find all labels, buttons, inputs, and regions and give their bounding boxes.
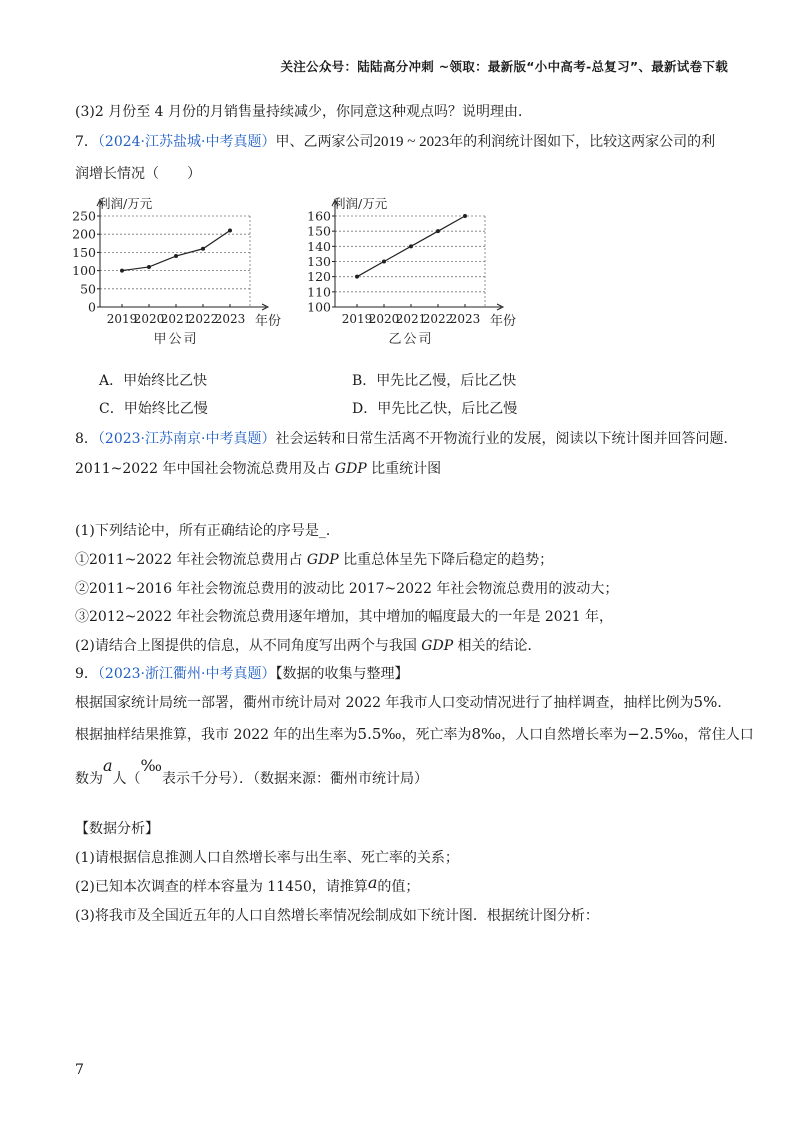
q9-growth-rate: −2.5‰ <box>627 725 684 743</box>
q9-a2-a: (2)已知本次调查的样本容量为 11450，请推算 <box>75 879 368 895</box>
chart-yi <box>305 190 535 354</box>
chart-jia-svg <box>70 190 300 350</box>
chart0-xlabel: 年份 <box>255 314 282 329</box>
chart0-xtick-label: 2019 <box>106 312 138 326</box>
q9-birth-rate: 5.5‰ <box>357 725 402 743</box>
q9-permil-symbol: ‰ <box>140 756 163 775</box>
q9-source[interactable]: （2023·浙江衢州·中考真题） <box>97 666 276 682</box>
q9-l2-b: ，死亡率为 <box>401 727 472 743</box>
q8-c1-b: 比重总体呈先下降后稳定的趋势； <box>338 552 554 568</box>
q9-analysis-1: (1)请根据信息推测人口自然增长率与出生率、死亡率的关系； <box>75 850 459 866</box>
q7-option-a[interactable]: A．甲始终比乙快 <box>99 373 208 389</box>
q7-number: 7． <box>75 134 98 150</box>
chart1-xtick-label: 2021 <box>395 312 427 326</box>
q8-stem <box>75 428 737 448</box>
q7-stem-cont: 润增长情况（ ） <box>75 166 201 182</box>
q8-conclusion-1 <box>75 549 553 569</box>
q8-p2-a: (2)请结合上图提供的信息，从不同角度写出两个与我国 <box>75 638 422 654</box>
chart0-data-point <box>174 254 178 258</box>
q9-line3 <box>75 756 429 788</box>
q9-analysis-3: (3)将我市及全国近五年的人口自然增长率情况绘制成如下统计图．根据统计图分析： <box>75 908 599 924</box>
q9-l1-b: ． <box>717 695 732 711</box>
chart1-xlabel: 年份 <box>490 314 517 329</box>
chart0-xtick-label: 2021 <box>160 312 192 326</box>
chart1-ytick-label: 150 <box>307 223 331 239</box>
q8-p2-gdp: GDP <box>421 638 454 654</box>
chart0-ylabel: 利润/万元 <box>98 196 153 211</box>
chart1-ytick-label: 120 <box>307 269 331 285</box>
q9-a2-b: 的值； <box>377 879 420 895</box>
q8-chart-title-gdp: GDP <box>334 461 367 477</box>
q8-part1: (1)下列结论中，所有正确结论的序号是_． <box>75 523 340 539</box>
q9-l2-d: ，常住人口 <box>683 727 754 743</box>
q9-l3-a: 数为 <box>75 771 103 787</box>
q8-text1: 社会运转和日常生活离不开物流行业的发展，阅读以下统计图并回答问题． <box>275 431 738 447</box>
chart1-ytick-label: 130 <box>307 254 331 269</box>
chart0-title: 甲公司 <box>153 332 199 347</box>
q8-c1-gdp: GDP <box>306 552 339 568</box>
q6-part3: (3)2 月份至 4 月份的月销售量持续减少，你同意这种观点吗？说明理由． <box>75 104 532 120</box>
q8-chart-title-b: 比重统计图 <box>366 461 442 477</box>
q9-l3-c: 表示千分号）．（数据来源：衢州市统计局） <box>162 771 429 787</box>
chart0-data-point <box>201 247 205 251</box>
chart0-ytick-label: 0 <box>88 299 96 315</box>
chart1-data-point <box>409 244 413 248</box>
page-header: 关注公众号：陆陆高分冲刺 ~领取：最新版“小中高考-总复习”、最新试卷下载 <box>280 59 728 74</box>
chart1-xtick-label: 2022 <box>422 312 454 326</box>
chart-yi-svg <box>305 190 535 350</box>
q7-text1: 甲、乙两家公司 <box>275 134 374 150</box>
chart1-xtick-label: 2019 <box>341 312 373 326</box>
chart1-ytick-label: 100 <box>307 299 331 315</box>
q7-option-d[interactable]: D．甲先比乙快，后比乙慢 <box>352 401 518 417</box>
q8-part2 <box>75 635 542 655</box>
chart0-ytick-label: 150 <box>72 244 96 260</box>
q8-conclusion-2: ②2011~2016 年社会物流总费用的波动比 2017~2022 年社会物流总费用的波动大； <box>75 581 619 597</box>
q9-line1 <box>75 692 731 712</box>
chart1-xtick-label: 2020 <box>368 312 400 326</box>
chart0-data-point <box>120 269 124 273</box>
q7-option-c[interactable]: C．甲始终比乙慢 <box>99 401 208 417</box>
chart0-xtick-label: 2020 <box>133 312 165 326</box>
q9-l1-a: 根据国家统计局统一部署，衢州市统计局对 2022 年我市人口变动情况进行了抽样调查，抽样比例为 <box>75 695 694 711</box>
chart1-data-point <box>382 260 386 264</box>
q9-l2-a: 根据抽样结果推算，我市 2022 年的出生率为 <box>75 727 358 743</box>
chart1-data-point <box>355 275 359 279</box>
q9-l3-b: 人（ <box>112 771 141 787</box>
chart0-ytick-label: 200 <box>72 226 96 242</box>
q9-death-rate: 8‰ <box>471 725 502 743</box>
q8-c1-a: ①2011~2022 年社会物流总费用占 <box>75 552 307 568</box>
q9-stem <box>75 663 408 683</box>
chart0-ytick-label: 250 <box>72 208 96 224</box>
q8-chart-title-a: 2011~2022 年中国社会物流总费用及占 <box>75 461 335 477</box>
chart0-ytick-label: 50 <box>80 281 96 297</box>
chart0-series-line <box>122 231 230 271</box>
chart1-data-point <box>463 214 467 218</box>
chart0-data-point <box>228 229 232 233</box>
q9-analysis-2 <box>75 873 420 896</box>
q9-l2-c: ，人口自然增长率为 <box>501 727 628 743</box>
chart-jia <box>70 190 300 354</box>
q8-chart-title <box>75 458 441 478</box>
q7-text2: 年的利润统计图如下，比较这两家公司的利 <box>449 134 716 150</box>
chart0-ytick-label: 100 <box>72 263 96 279</box>
q7-stem <box>75 131 715 151</box>
chart0-data-point <box>147 265 151 269</box>
chart0-xtick-label: 2023 <box>214 312 246 326</box>
page-number: 7 <box>75 1062 84 1078</box>
q9-sample-ratio: 5% <box>693 693 718 711</box>
chart1-title: 乙公司 <box>388 332 434 347</box>
q9-number: 9． <box>75 666 98 682</box>
chart1-xtick-label: 2023 <box>449 312 481 326</box>
q9-var-a: a <box>103 756 113 775</box>
chart1-ytick-label: 160 <box>307 208 331 224</box>
q8-number: 8． <box>75 431 98 447</box>
chart1-ytick-label: 110 <box>307 284 331 300</box>
q7-option-b[interactable]: B．甲先比乙慢，后比乙快 <box>352 373 517 389</box>
chart0-xtick-label: 2022 <box>187 312 219 326</box>
chart1-ytick-label: 140 <box>307 238 331 254</box>
chart1-data-point <box>436 229 440 233</box>
q8-p2-b: 相关的结论． <box>453 638 542 654</box>
chart1-ylabel: 利润/万元 <box>333 196 388 211</box>
q9-a2-var: a <box>367 873 378 892</box>
q8-source[interactable]: （2023·江苏南京·中考真题） <box>97 431 276 447</box>
q9-analysis-title: 【数据分析】 <box>75 821 159 837</box>
q9-line2 <box>75 724 754 744</box>
q7-source[interactable]: （2024·江苏盐城·中考真题） <box>97 134 276 150</box>
q9-title: 【数据的收集与整理】 <box>275 666 409 682</box>
q8-conclusion-3: ③2012~2022 年社会物流总费用逐年增加，其中增加的幅度最大的一年是 2021 年， <box>75 609 613 625</box>
q7-years: 2019 ~ 2023 <box>373 134 450 150</box>
